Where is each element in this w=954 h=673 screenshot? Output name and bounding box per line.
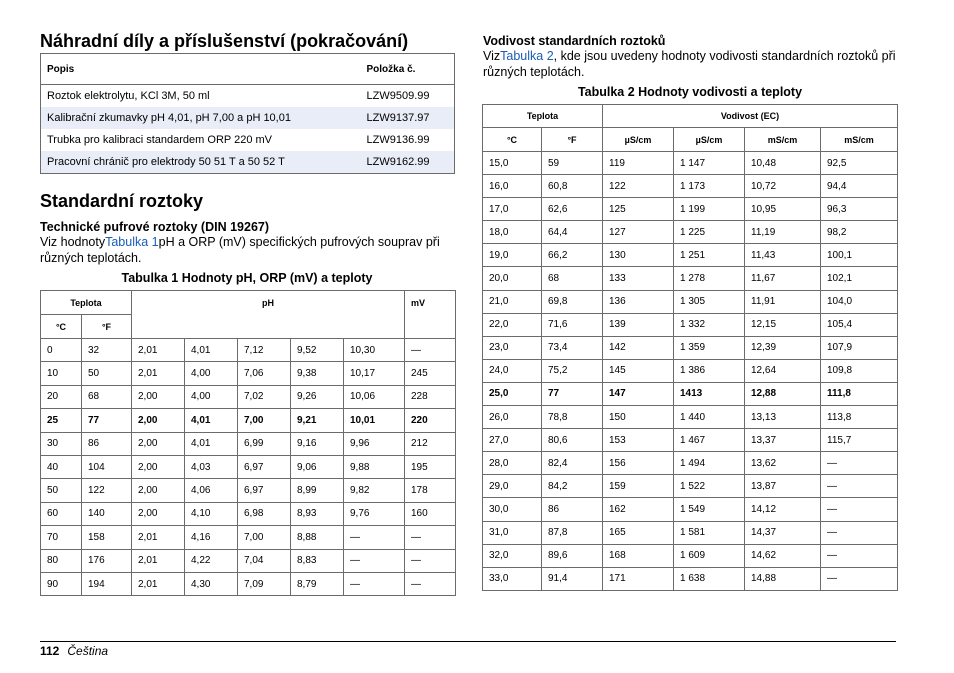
table-cell: 9,96 [344, 432, 405, 455]
ec-table-row [483, 567, 898, 590]
table-cell: 2,01 [132, 526, 185, 549]
table-cell: 8,83 [291, 549, 344, 572]
table-cell: — [821, 567, 898, 590]
table-cell: 136 [603, 290, 674, 313]
table-cell: 125 [603, 198, 674, 221]
table-cell: 59 [542, 152, 603, 175]
table-cell: 1 522 [674, 475, 745, 498]
table-cell: 14,37 [745, 521, 821, 544]
table-cell: 10,01 [344, 409, 405, 432]
standards-heading: Standardní roztoky [40, 191, 204, 211]
table-cell: 7,06 [238, 362, 291, 385]
ec-table-row [483, 359, 898, 382]
table-cell: 104,0 [821, 290, 898, 313]
table-cell: 68 [542, 267, 603, 290]
table-cell: 1413 [674, 382, 745, 405]
table-cell: — [821, 521, 898, 544]
ec-table-row [483, 290, 898, 313]
table-cell: 122 [82, 479, 132, 502]
table-cell: 139 [603, 313, 674, 336]
table-cell: 107,9 [821, 336, 898, 359]
table-cell: 32,0 [483, 544, 542, 567]
table-cell: 158 [82, 526, 132, 549]
table-cell: 14,12 [745, 498, 821, 521]
table-cell: 14,88 [745, 567, 821, 590]
table-cell: 130 [603, 244, 674, 267]
table-cell: 12,39 [745, 336, 821, 359]
table-cell: 4,22 [185, 549, 238, 572]
parts-col-polozka: Položka č. [361, 54, 455, 85]
ec-table-row [483, 521, 898, 544]
table-cell: 119 [603, 152, 674, 175]
ph-table-row [41, 572, 456, 595]
table-cell: 10,72 [745, 175, 821, 198]
ph-h-f: °F [82, 315, 132, 339]
ph-table-header-1 [41, 291, 456, 315]
table-cell: 26,0 [483, 406, 542, 429]
table-cell: 24,0 [483, 359, 542, 382]
table-cell: 7,00 [238, 409, 291, 432]
ec-table-header-1 [483, 105, 898, 128]
footer-rule [40, 641, 896, 642]
table-cell: 127 [603, 221, 674, 244]
ec-h-ms1: mS/cm [745, 128, 821, 152]
table-cell: 19,0 [483, 244, 542, 267]
table-cell: 28,0 [483, 452, 542, 475]
ph-table-row [41, 362, 456, 385]
table-cell: 195 [405, 455, 456, 478]
table-cell: 8,93 [291, 502, 344, 525]
footer [40, 644, 108, 658]
ec-table-row [483, 244, 898, 267]
table-cell: 2,00 [132, 432, 185, 455]
table-cell: 1 147 [674, 152, 745, 175]
table-cell: 8,79 [291, 572, 344, 595]
table-cell: 2,00 [132, 409, 185, 432]
table-cell: 7,04 [238, 549, 291, 572]
table-cell: 2,00 [132, 385, 185, 408]
ec-table-row [483, 336, 898, 359]
table-cell: 50 [82, 362, 132, 385]
table-cell: 82,4 [542, 452, 603, 475]
table-cell: 145 [603, 359, 674, 382]
table-cell: 77 [542, 382, 603, 405]
table-cell: 4,00 [185, 385, 238, 408]
table-cell: 6,99 [238, 432, 291, 455]
table-cell: 150 [603, 406, 674, 429]
table-cell: 80 [41, 549, 82, 572]
parts-row [41, 129, 455, 151]
table-cell: 142 [603, 336, 674, 359]
table-cell: 228 [405, 385, 456, 408]
table-cell: 96,3 [821, 198, 898, 221]
table-cell: 33,0 [483, 567, 542, 590]
table-cell: 10,17 [344, 362, 405, 385]
table-cell: 4,30 [185, 572, 238, 595]
table-cell: 78,8 [542, 406, 603, 429]
table-cell: 2,00 [132, 455, 185, 478]
table-cell: 100,1 [821, 244, 898, 267]
table-cell: 165 [603, 521, 674, 544]
table-cell: 8,88 [291, 526, 344, 549]
table-cell: 4,06 [185, 479, 238, 502]
table-cell: 21,0 [483, 290, 542, 313]
table-cell: 4,16 [185, 526, 238, 549]
table-cell: 4,01 [185, 432, 238, 455]
table-cell: 50 [41, 479, 82, 502]
ph-table-row [41, 502, 456, 525]
ph-table-row [41, 549, 456, 572]
buffers-intro-after: pH a ORP (mV) specifických pufrových souprav při různých teplotách. [40, 235, 440, 265]
table-cell: 17,0 [483, 198, 542, 221]
table-cell: 1 638 [674, 567, 745, 590]
ec-table-row [483, 429, 898, 452]
table-cell: 2,01 [132, 549, 185, 572]
buffers-subheading: Technické pufrové roztoky (DIN 19267) [40, 220, 270, 234]
ec-h-ms2: mS/cm [821, 128, 898, 152]
table-cell: 111,8 [821, 382, 898, 405]
table-cell: 1 549 [674, 498, 745, 521]
part-description: Pracovní chránič pro elektrody 50 51 T a 50 52 T [41, 151, 361, 174]
ph-h-mv: mV [405, 291, 456, 339]
table-cell: 64,4 [542, 221, 603, 244]
table-cell: 9,76 [344, 502, 405, 525]
table-cell: 156 [603, 452, 674, 475]
table-cell: 1 199 [674, 198, 745, 221]
table-cell: 62,6 [542, 198, 603, 221]
buffers-intro [40, 234, 460, 266]
table-cell: 84,2 [542, 475, 603, 498]
table-cell: 9,26 [291, 385, 344, 408]
table-cell: 9,16 [291, 432, 344, 455]
part-number: LZW9509.99 [366, 90, 430, 102]
table-cell: 98,2 [821, 221, 898, 244]
table-cell: 29,0 [483, 475, 542, 498]
ec-table-row [483, 382, 898, 405]
parts-heading: Náhradní díly a příslušenství (pokračování) [40, 31, 409, 51]
table-cell: 4,01 [185, 409, 238, 432]
table-cell: 12,15 [745, 313, 821, 336]
table-cell: 140 [82, 502, 132, 525]
conductivity-table [482, 104, 898, 591]
ec-table-header-2 [483, 128, 898, 152]
table-cell: 27,0 [483, 429, 542, 452]
table-cell: 1 173 [674, 175, 745, 198]
table-cell: 178 [405, 479, 456, 502]
ph-table-row [41, 409, 456, 432]
conductivity-intro-before: Viz [483, 49, 501, 63]
table-cell: 1 467 [674, 429, 745, 452]
table-cell: 6,97 [238, 455, 291, 478]
table-cell: — [344, 549, 405, 572]
table-cell: 1 225 [674, 221, 745, 244]
table-cell: 105,4 [821, 313, 898, 336]
table-cell: 1 278 [674, 267, 745, 290]
table-cell: 9,52 [291, 339, 344, 362]
table-cell: — [821, 498, 898, 521]
table-cell: 86 [542, 498, 603, 521]
table-cell: 160 [405, 502, 456, 525]
table-cell: 212 [405, 432, 456, 455]
table-cell: — [344, 526, 405, 549]
table-cell: 220 [405, 409, 456, 432]
part-description: Kalibrační zkumavky pH 4,01, pH 7,00 a pH 10,01 [41, 107, 361, 129]
table-cell: 32 [82, 339, 132, 362]
table-cell: 91,4 [542, 567, 603, 590]
table-cell: 25,0 [483, 382, 542, 405]
table-cell: 71,6 [542, 313, 603, 336]
ec-table-row [483, 544, 898, 567]
table-cell: 1 305 [674, 290, 745, 313]
part-number: LZW9136.99 [366, 134, 430, 146]
table-cell: 1 332 [674, 313, 745, 336]
table-cell: 75,2 [542, 359, 603, 382]
ec-table-row [483, 452, 898, 475]
ec-h-teplota: Teplota [483, 105, 603, 128]
table-cell: 18,0 [483, 221, 542, 244]
ph-table-row [41, 339, 456, 362]
table-cell: 11,91 [745, 290, 821, 313]
table-cell: 90 [41, 572, 82, 595]
table-cell: 10,30 [344, 339, 405, 362]
table-cell: 102,1 [821, 267, 898, 290]
ph-table-row [41, 455, 456, 478]
table-cell: — [821, 475, 898, 498]
table-cell: 2,00 [132, 502, 185, 525]
parts-row [41, 85, 455, 108]
table-cell: 8,99 [291, 479, 344, 502]
table-cell: — [344, 572, 405, 595]
table-cell: 70 [41, 526, 82, 549]
table-cell: 77 [82, 409, 132, 432]
ec-table-row [483, 475, 898, 498]
ph-table-row [41, 385, 456, 408]
parts-row [41, 151, 455, 174]
table-cell: 92,5 [821, 152, 898, 175]
table-cell: 159 [603, 475, 674, 498]
table-cell: 7,02 [238, 385, 291, 408]
table-cell: 4,00 [185, 362, 238, 385]
part-description: Roztok elektrolytu, KCl 3M, 50 ml [47, 90, 210, 102]
table-cell: 115,7 [821, 429, 898, 452]
table-cell: 25 [41, 409, 82, 432]
table-cell: 1 251 [674, 244, 745, 267]
table-cell: 122 [603, 175, 674, 198]
table-cell: 1 494 [674, 452, 745, 475]
table-1-caption: Tabulka 1 Hodnoty pH, ORP (mV) a teploty [121, 271, 373, 285]
table-cell: 10 [41, 362, 82, 385]
table-2-link[interactable]: Tabulka 2 [500, 49, 554, 63]
parts-table-header [41, 54, 455, 85]
table-cell: 171 [603, 567, 674, 590]
table-cell: — [405, 339, 456, 362]
table-cell: — [405, 549, 456, 572]
table-cell: 2,01 [132, 572, 185, 595]
table-cell: 89,6 [542, 544, 603, 567]
table-cell: 9,38 [291, 362, 344, 385]
ph-h-c: °C [41, 315, 82, 339]
table-cell: — [405, 526, 456, 549]
table-cell: 10,95 [745, 198, 821, 221]
table-cell: 0 [41, 339, 82, 362]
table-cell: 30,0 [483, 498, 542, 521]
parts-col-popis: Popis [41, 54, 361, 85]
ec-table-row [483, 221, 898, 244]
parts-row [41, 107, 455, 129]
ph-table [40, 290, 456, 596]
table-2-caption: Tabulka 2 Hodnoty vodivosti a teploty [577, 85, 803, 99]
table-cell: 4,01 [185, 339, 238, 362]
table-cell: 20,0 [483, 267, 542, 290]
table-cell: 1 581 [674, 521, 745, 544]
table-cell: 12,88 [745, 382, 821, 405]
table-cell: 9,21 [291, 409, 344, 432]
table-cell: 4,03 [185, 455, 238, 478]
table-cell: 2,01 [132, 362, 185, 385]
parts-table [40, 53, 455, 174]
conductivity-intro [483, 48, 899, 80]
part-description: Trubka pro kalibraci standardem ORP 220 mV [47, 134, 272, 146]
table-cell: 109,8 [821, 359, 898, 382]
ec-table-row [483, 267, 898, 290]
ph-h-ph: pH [132, 291, 405, 339]
table-cell: 73,4 [542, 336, 603, 359]
ph-table-row [41, 432, 456, 455]
ec-h-vodivost: Vodivost (EC) [603, 105, 898, 128]
table-cell: 87,8 [542, 521, 603, 544]
table-cell: 1 386 [674, 359, 745, 382]
ec-h-us2: µS/cm [674, 128, 745, 152]
table-cell: 9,06 [291, 455, 344, 478]
conductivity-intro-after: , kde jsou uvedeny hodnoty vodivosti standardních roztoků při různých teplotách. [483, 49, 896, 79]
table-cell: 20 [41, 385, 82, 408]
table-cell: 60 [41, 502, 82, 525]
ec-table-row [483, 198, 898, 221]
table-cell: 7,00 [238, 526, 291, 549]
table-cell: 80,6 [542, 429, 603, 452]
table-cell: 9,82 [344, 479, 405, 502]
table-cell: 14,62 [745, 544, 821, 567]
table-cell: 13,87 [745, 475, 821, 498]
table-cell: 13,13 [745, 406, 821, 429]
table-cell: 69,8 [542, 290, 603, 313]
table-cell: 13,62 [745, 452, 821, 475]
table-cell: 66,2 [542, 244, 603, 267]
table-cell: 1 440 [674, 406, 745, 429]
table-cell: — [821, 544, 898, 567]
table-cell: 2,01 [132, 339, 185, 362]
table-cell: 2,00 [132, 479, 185, 502]
part-number: LZW9162.99 [361, 151, 455, 174]
table-cell: 162 [603, 498, 674, 521]
table-cell: 23,0 [483, 336, 542, 359]
ec-h-c: °C [483, 128, 542, 152]
table-cell: 68 [82, 385, 132, 408]
table-cell: — [405, 572, 456, 595]
table-cell: 94,4 [821, 175, 898, 198]
table-cell: 11,19 [745, 221, 821, 244]
table-cell: 86 [82, 432, 132, 455]
table-cell: 11,67 [745, 267, 821, 290]
table-cell: — [821, 452, 898, 475]
ec-table-row [483, 152, 898, 175]
table-cell: 1 359 [674, 336, 745, 359]
table-cell: 194 [82, 572, 132, 595]
table-cell: 9,88 [344, 455, 405, 478]
table-cell: 153 [603, 429, 674, 452]
ec-table-row [483, 406, 898, 429]
table-cell: 22,0 [483, 313, 542, 336]
table-cell: 11,43 [745, 244, 821, 267]
table-cell: 12,64 [745, 359, 821, 382]
ph-h-teplota: Teplota [41, 291, 132, 315]
table-cell: 13,37 [745, 429, 821, 452]
table-cell: 133 [603, 267, 674, 290]
ec-h-f: °F [542, 128, 603, 152]
table-cell: 168 [603, 544, 674, 567]
table-cell: 7,09 [238, 572, 291, 595]
table-cell: 40 [41, 455, 82, 478]
table-cell: 16,0 [483, 175, 542, 198]
table-cell: 104 [82, 455, 132, 478]
table-cell: 10,06 [344, 385, 405, 408]
table-cell: 147 [603, 382, 674, 405]
table-cell: 6,98 [238, 502, 291, 525]
ec-table-row [483, 175, 898, 198]
page-number: 112 [40, 644, 60, 658]
table-cell: 30 [41, 432, 82, 455]
table-cell: 60,8 [542, 175, 603, 198]
table-cell: 7,12 [238, 339, 291, 362]
table-cell: 31,0 [483, 521, 542, 544]
footer-language: Čeština [67, 644, 109, 658]
table-1-link[interactable]: Tabulka 1 [105, 235, 159, 249]
table-cell: 15,0 [483, 152, 542, 175]
ec-table-row [483, 313, 898, 336]
ph-table-row [41, 479, 456, 502]
table-cell: 245 [405, 362, 456, 385]
ph-table-row [41, 526, 456, 549]
table-cell: 113,8 [821, 406, 898, 429]
ec-h-us1: µS/cm [603, 128, 674, 152]
table-cell: 176 [82, 549, 132, 572]
part-number: LZW9137.97 [361, 107, 455, 129]
table-cell: 4,10 [185, 502, 238, 525]
table-cell: 1 609 [674, 544, 745, 567]
buffers-intro-before: Viz hodnoty [40, 235, 106, 249]
ec-table-row [483, 498, 898, 521]
table-cell: 10,48 [745, 152, 821, 175]
table-cell: 6,97 [238, 479, 291, 502]
conductivity-subheading: Vodivost standardních roztoků [483, 34, 666, 48]
